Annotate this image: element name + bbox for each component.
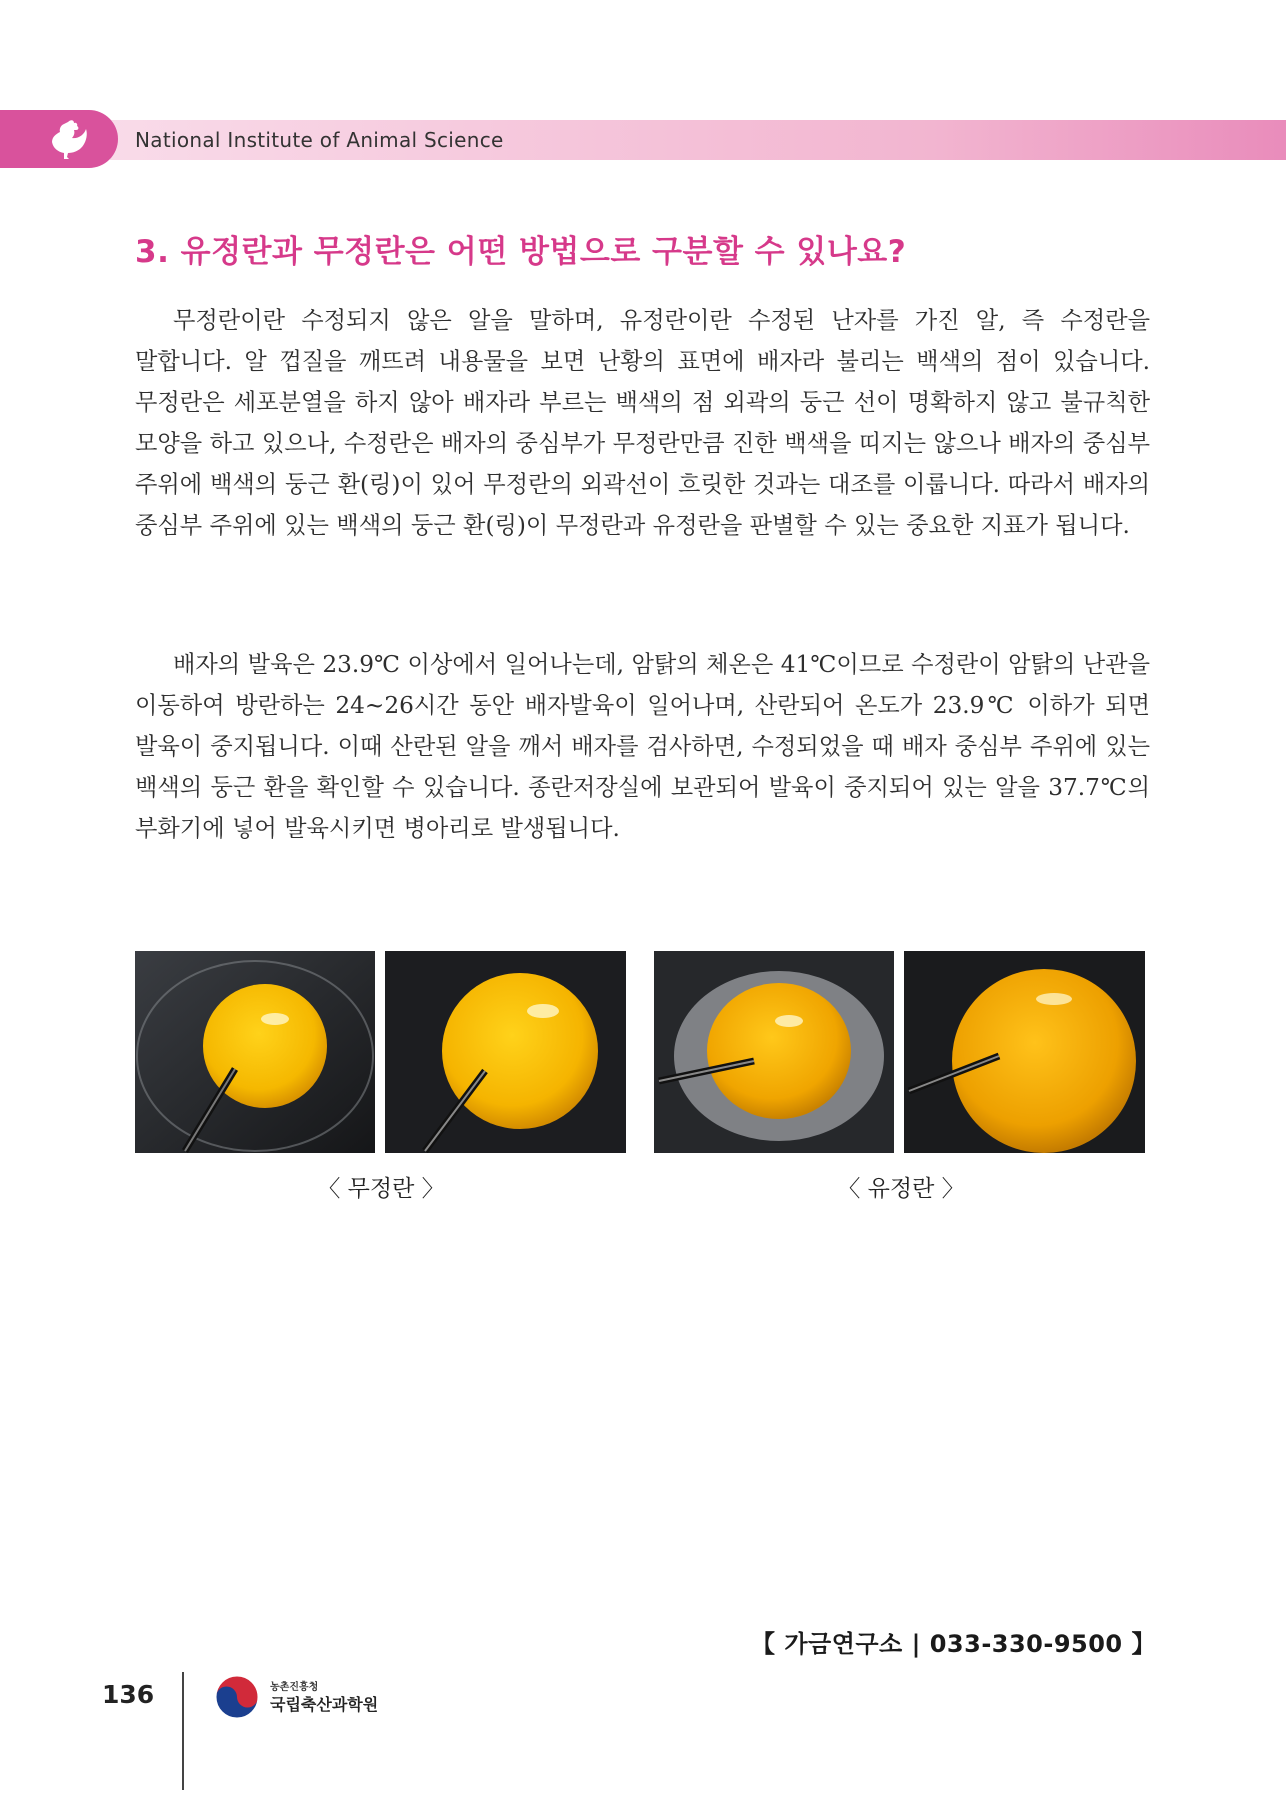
footer-divider <box>182 1672 184 1790</box>
hen-icon <box>38 116 88 166</box>
egg-yolk-photo-3 <box>654 951 894 1153</box>
section-heading: 3. 유정란과 무정란은 어떤 방법으로 구분할 수 있나요? <box>135 234 907 270</box>
page-header <box>0 110 1286 168</box>
page-number: 136 <box>102 1680 155 1709</box>
org-name: 국립축산과학원 <box>270 1695 379 1714</box>
figure-caption-unfertilized: 〈 무정란 〉 <box>317 1176 445 1202</box>
government-logo-icon <box>214 1674 260 1720</box>
egg-yolk-photo-4 <box>904 951 1145 1153</box>
egg-yolk-photo-1 <box>135 951 375 1153</box>
figure-caption-fertilized: 〈 유정란 〉 <box>837 1176 965 1202</box>
body-paragraph: 무정란이란 수정되지 않은 알을 말하며, 유정란이란 수정된 난자를 가진 알, 즉 수정란을 말합니다. 알 껍질을 깨뜨려 내용물을 보면 난황의 표면에 배자라 불리는 백색의 점이 있습니다. 무정란은 세포분열을 하지 않아 배자라 부르는 백색의 점 외곽의 둥근 선이 명확하지 않고 불규칙한 모양을 하고 있으나, 수정란은 배자의 중심부가 무정란만큼 진한 백색을 띠지는 않으나 배자의 중심부 주위에 백색의 둥근 환(링)이 있어 무정란의 외곽선이 흐릿한 것과는 대조를 이룹니다. 따라서 배자의 중심부 주위에 있는 백색의 둥근 환(링)이 무정란과 유정란을 판별할 수 있는 중요한 지표가 됩니다. <box>135 307 1150 539</box>
org-parent-name: 농촌진흥청 <box>270 1682 319 1693</box>
institute-name: National Institute of Animal Science <box>135 128 504 152</box>
egg-yolk-photo-2 <box>385 951 626 1153</box>
contact-info: 【 가금연구소 | 033-330-9500 】 <box>750 1630 1156 1658</box>
body-paragraph: 배자의 발육은 23.9℃ 이상에서 일어나는데, 암탉의 체온은 41℃이므로 수정란이 암탉의 난관을 이동하여 방란하는 24~26시간 동안 배자발육이 일어나며, 산란되어 온도가 23.9℃ 이하가 되면 발육이 중지됩니다. 이때 산란된 알을 깨서 배자를 검사하면, 수정되었을 때 배자 중심부 주위에 있는 백색의 둥근 환을 확인할 수 있습니다. 종란저장실에 보관되어 발육이 중지되어 있는 알을 37.7℃의 부화기에 넣어 발육시키면 병아리로 발생됩니다. <box>135 651 1150 842</box>
